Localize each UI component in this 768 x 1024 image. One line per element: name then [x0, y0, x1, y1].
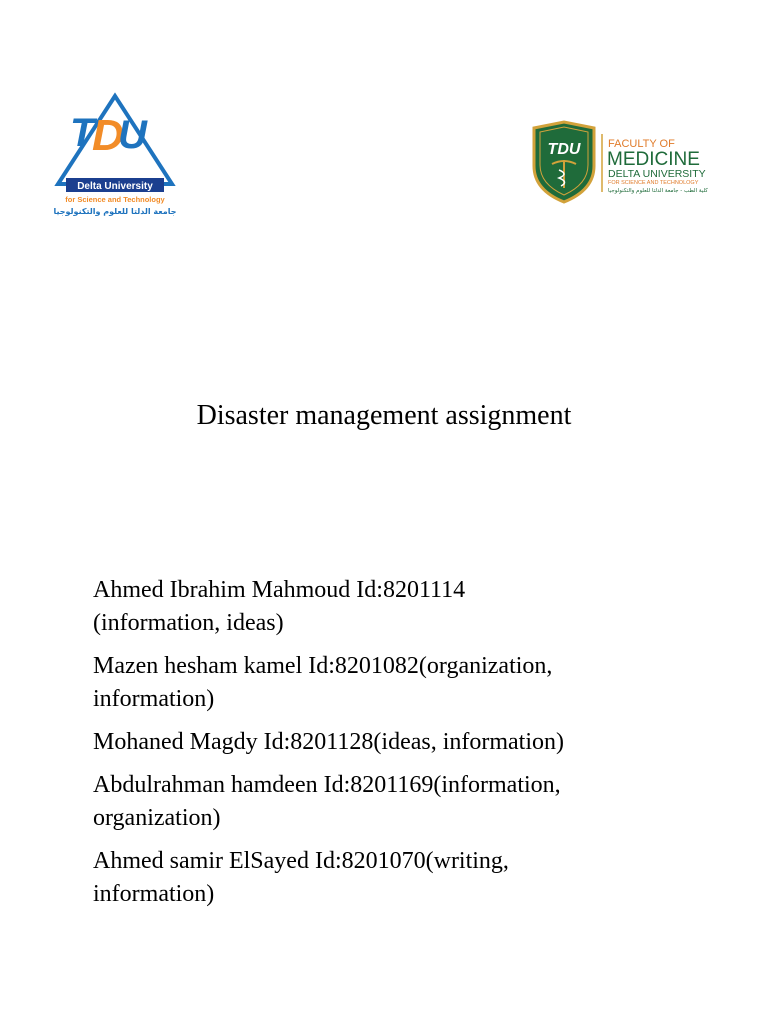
logo-name-text: Delta University [77, 181, 153, 192]
logo-english-subtitle: for Science and Technology [65, 195, 165, 204]
delta-university-logo [52, 92, 178, 220]
faculty-line-2: MEDICINE [607, 149, 700, 170]
member-item [93, 650, 693, 716]
member-item [93, 845, 693, 911]
member-line: Ahmed Ibrahim Mahmoud Id:8201114 [93, 577, 466, 603]
member-line: Abdulrahman hamdeen Id:8201169(information, [93, 772, 561, 798]
member-line: Ahmed samir ElSayed Id:8201070(writing, [93, 848, 509, 874]
logo-monogram-t: T [70, 111, 95, 155]
shield-monogram: TDU [547, 141, 581, 158]
member-line: (information, ideas) [93, 610, 284, 636]
logo-arabic-subtitle: جامعة الدلتا للعلوم والتكنولوجيا [53, 207, 177, 216]
member-line: Mohaned Magdy Id:8201128(ideas, information) [93, 729, 565, 755]
faculty-line-5: كلية الطب - جامعة الدلتا للعلوم والتكنولوجيا [608, 188, 708, 194]
logo-monogram-u: U [118, 113, 147, 157]
member-line: information) [93, 686, 215, 712]
member-item [93, 769, 693, 835]
document-title: Disaster management assignment [196, 400, 572, 431]
faculty-of-medicine-logo [530, 120, 726, 204]
logo-monogram-d: D [92, 111, 124, 160]
faculty-line-3: DELTA UNIVERSITY [608, 168, 706, 180]
member-line: organization) [93, 805, 221, 831]
faculty-line-4: FOR SCIENCE AND TECHNOLOGY [608, 180, 699, 186]
member-item [93, 726, 693, 759]
member-item [93, 574, 693, 640]
member-line: Mazen hesham kamel Id:8201082(organization, [93, 653, 553, 679]
member-list [93, 574, 693, 921]
faculty-line-1: FACULTY OF [608, 138, 675, 150]
member-line: information) [93, 881, 215, 907]
